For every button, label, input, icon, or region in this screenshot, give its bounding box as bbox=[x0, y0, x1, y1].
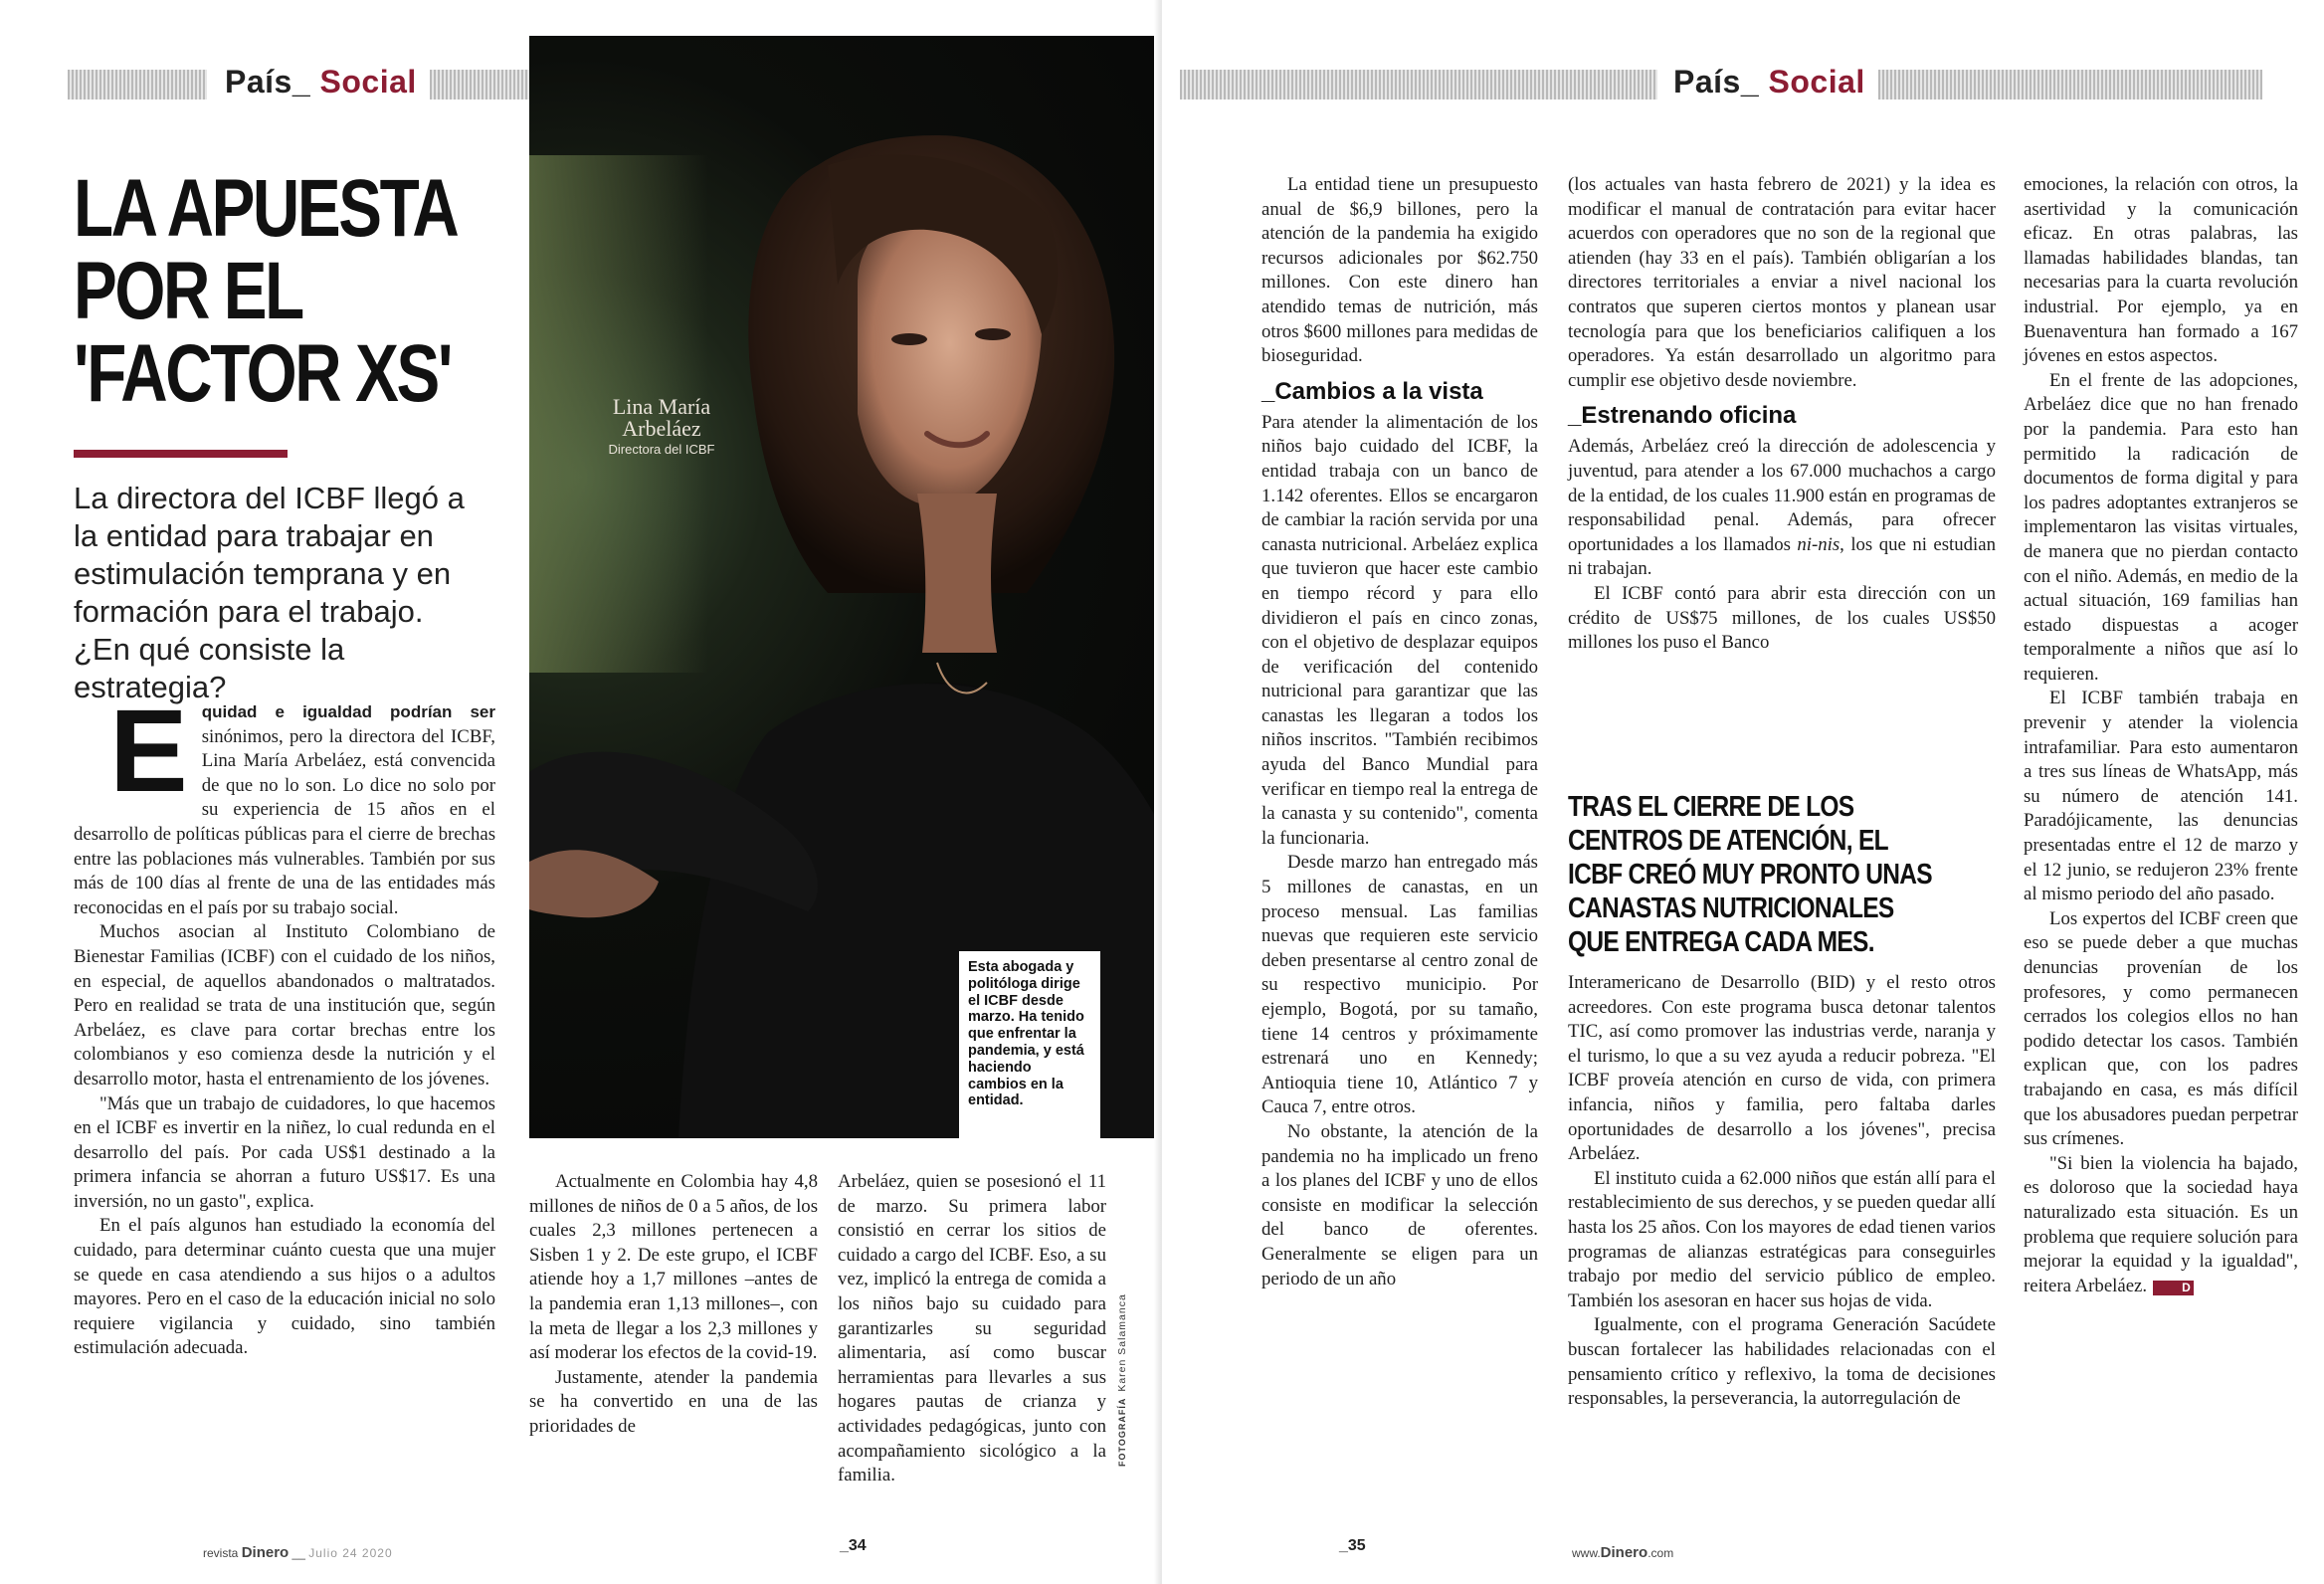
photo-credit-label: FOTOGRAFÍA bbox=[1117, 1397, 1127, 1467]
drop-cap: E bbox=[109, 686, 188, 817]
col4-paragraph-3: Desde marzo han entregado más 5 millones de canastas, en un proceso mensual. Las familias nuevas que requieren este servicio deben presentarse al centro zonal de su respectivo municipio. Por ejemplo, Bogotá, por su tamaño, tiene 14 centros y próximamente estrenará uno en Kennedy; Antioquia tiene 10, Atlántico 7 y Cauca 7, entre otros. bbox=[1261, 852, 1538, 1118]
col2-paragraph-2: Justamente, atender la pandemia se ha convertido en una de las prioridades de bbox=[529, 1366, 818, 1437]
footer-left-prefix: revista bbox=[203, 1546, 239, 1560]
col5-paragraph-5: El instituto cuida a 62.000 niños que están allí para el restablecimiento de sus derechos, y se pueden quedar allí hasta los 25 años. Con los mayores de edad tienen varios programas de alianzas estratégicas para conseguirles trabajo por medio del servicio público de empleo. También los asesoran en hacer sus hojas de vida. bbox=[1568, 1167, 1996, 1311]
section-label-part1: País_ bbox=[225, 64, 311, 99]
col1-paragraph-4: En el país algunos han estudiado la economía del cuidado, para determinar cuánto cuesta que una mujer se quede en casa atendiendo a sus hijos o a adultos mayores. Pero en el caso de la educación inicial no solo requiere vigilancia y cuidado, sino también estimulación adecuada. bbox=[74, 1215, 495, 1359]
col4-paragraph-2: Para atender la alimentación de los niños bajo cuidado del ICBF, la entidad trabaja con un banco de 1.142 oferentes. Ellos se encargaron de cambiar la ración servida por una canasta nutricional. Arbeláez explica que tuvieron que hacer este cambio en tiempo récord y para ello dividieron el país en cinco zonas, con el objetivo de desplazar equipos de verificación del contenido nutricional para garantizar que las canastas les llegaran a todos los niños inscritos. "También recibimos ayuda del Banco Mundial para verificar en tiempo real la entrega de la canasta y su contenido", comenta la funcionaria. bbox=[1261, 411, 1538, 849]
col3-paragraph-1: Arbeláez, quien se posesionó el 11 de marzo. Su primera labor consistió en cerrar los sitios de cuidado a cargo del ICBF. Eso, a su vez, implicó la entrega de comida a los niños bajo su cuidado para garantizarles su seguridad alimentaria, así como buscar herramientas para llevarles a sus hogares pautas de crianza y actividades pedagógicas, junto con acompañamiento sicológico a la familia. bbox=[838, 1171, 1106, 1486]
col4-paragraph-1: La entidad tiene un presupuesto anual de $6,9 billones, pero la atención de la pandemia ha exigido recursos adicionales por $62.750 millones. Con este dinero han atendido temas de nutrición, más otros $600 millones para medidas de bioseguridad. bbox=[1261, 174, 1538, 367]
text-column-4 bbox=[1261, 173, 1538, 1291]
col5-paragraph-2-pre: Además, Arbeláez creó la dirección de adolescencia y juventud, para atender a los 67.000 muchachos a cargo de la entidad, de los cuales 11.900 están en programas de responsabilidad penal. Además, para ofrecer oportunidades a los llamados bbox=[1568, 436, 1996, 555]
footer-right-suffix: .com bbox=[1647, 1546, 1674, 1560]
page-number-right: _35 bbox=[1339, 1537, 1366, 1554]
section-label-part2: Social bbox=[319, 64, 417, 99]
photo-name-line-1: Lina María bbox=[612, 394, 711, 419]
col6-paragraph-2: En el frente de las adopciones, Arbeláez dice que no han frenado por la pandemia. Para esto han permitido la radicación de documentos de forma digital y para los padres adoptantes extranjeros se implementaron las visitas virtuales, de manera que no pierdan contacto con el niño. Además, en medio de la actual situación, 169 familias han estado dispuestas a acoger temporalmente a niños que así lo requieren. bbox=[2024, 369, 2298, 685]
col5-paragraph-3: El ICBF contó para abrir esta dirección con un crédito de US$75 millones, de los cuales US$50 millones los puso el Banco bbox=[1568, 582, 1996, 654]
title-line-1: LA APUESTA bbox=[74, 163, 458, 254]
photo-credit bbox=[1116, 1293, 1128, 1467]
page-number-left: _34 bbox=[840, 1537, 867, 1554]
section-bar-right-2 bbox=[1878, 70, 2262, 99]
footer-right bbox=[1572, 1544, 1673, 1561]
photo-role: Directora del ICBF bbox=[608, 442, 715, 457]
section-label-right-part2: Social bbox=[1768, 64, 1865, 99]
text-column-3 bbox=[838, 1170, 1106, 1488]
section-label-left bbox=[225, 64, 417, 100]
footer-left-magazine: Dinero bbox=[241, 1544, 290, 1561]
title-rule bbox=[74, 450, 288, 458]
article-title bbox=[74, 163, 458, 419]
col6-paragraph-4: Los expertos del ICBF creen que eso se puede deber a que muchas denuncias provenían de los profesores, y como permanecen cerrados los colegios ellos no han podido detectar los casos. También explican que, con los padres trabajando en casa, es más difícil que los abusadores puedan perpetrar sus crímenes. bbox=[2024, 907, 2298, 1150]
portrait-photo bbox=[529, 36, 1172, 1138]
photo-credit-name: Karen Salamanca bbox=[1116, 1293, 1128, 1392]
col5-paragraph-2-post: , los que ni estudian ni trabajan. bbox=[1568, 533, 1996, 580]
article-deck: La directora del ICBF llegó a la entidad para trabajar en estimulación temprana y en formación para el trabajo. ¿En qué consiste la estrategia? bbox=[74, 481, 465, 704]
footer-right-magazine: Dinero bbox=[1600, 1544, 1648, 1561]
section-bar-right bbox=[1180, 70, 1657, 99]
footer-left-date: Julio 24 2020 bbox=[308, 1546, 393, 1560]
col6-paragraph-3: El ICBF también trabaja en prevenir y atender la violencia intrafamiliar. Para esto aumentaron a tres sus líneas de WhatsApp, más su número de atención 141. Paradójicamente, las denuncias presentadas entre el 12 de marzo y el 12 junio, se redujeron 23% frente al mismo periodo del año pasado. bbox=[2024, 688, 2298, 905]
subhead-cambios: _Cambios a la vista bbox=[1261, 377, 1483, 405]
photo-caption: Esta abogada y politóloga dirige el ICBF desde marzo. Ha tenido que enfrentar la pandemia, y está haciendo cambios en la entidad. bbox=[959, 951, 1100, 1138]
title-line-3: 'FACTOR XS' bbox=[74, 328, 452, 419]
footer-left: revista Dinero __ Julio 24 2020 bbox=[203, 1544, 393, 1561]
text-column-1 bbox=[74, 686, 495, 1361]
col5-paragraph-6: Igualmente, con el programa Generación Sacúdete buscan fortalecer las habilidades relacionadas con el pensamiento crítico y reflexivo, la toma de decisiones responsables, la perseverancia, la autorregulación de bbox=[1568, 1314, 1996, 1410]
col5-paragraph-1: (los actuales van hasta febrero de 2021) y la idea es modificar el manual de contratación para evitar hacer acuerdos con operadores que no son de la regional que atienden (hay 33 en el país). También obligarían a los directores territoriales a enviar a nivel nacional los contratos que superen ciertos montos y planean usar tecnología para que los beneficiarios califiquen a los operadores. Ya están desarrollado un algoritmo para cumplir ese objetivo desde noviembre. bbox=[1568, 174, 1996, 391]
col4-paragraph-4: No obstante, la atención de la pandemia no ha implicado un freno a los planes del ICBF y uno de ellos consiste en modificar la selección del banco de oferentes. Generalmente se eligen para un periodo de un año bbox=[1261, 1120, 1538, 1289]
col2-paragraph-1: Actualmente en Colombia hay 4,8 millones de niños de 0 a 5 años, de los cuales 2,3 millones pertenecen a Sisben 1 y 2. De este grupo, el ICBF atiende hoy a 1,7 millones –antes de la pandemia eran 1,13 millones–, con la meta de llegar a los 2,3 millones y así moderar los efectos de la covid-19. bbox=[529, 1171, 818, 1364]
text-column-5b bbox=[1568, 971, 1996, 1412]
end-mark-icon: D bbox=[2153, 1281, 2194, 1295]
section-label-right-part1: País_ bbox=[1673, 64, 1760, 99]
section-label-right bbox=[1673, 64, 1865, 100]
col6-paragraph-5: "Si bien la violencia ha bajado, es doloroso que la sociedad haya naturalizado esta situación. Es un problema que requiere solución para mejorar la equidad y la igualdad", reitera Arbeláez. bbox=[2024, 1152, 2298, 1296]
col5-paragraph-4: Interamericano de Desarrollo (BID) y el resto otros acreedores. Con este programa busca detonar talentos TIC, así como promover las industrias verde, naranja y el turismo, lo que a su vez ayuda a reducir pobreza. "El ICBF proveía atención en curso de vida, con primera infancia, niños y familia, pero faltaba darles oportunidades de desarrollo a los jóvenes", precisa Arbeláez. bbox=[1568, 972, 1996, 1165]
col1-paragraph-3: "Más que un trabajo de cuidadores, lo que hacemos en el ICBF es invertir en la niñez, lo cual redunda en el desarrollo del país. Por cada US$1 destinado a la primera infancia se ahorran a futuro US$17. Es una inversión, no un gasto", explica. bbox=[74, 1092, 495, 1212]
text-column-5 bbox=[1568, 173, 1996, 656]
col6-paragraph-1: emociones, la relación con otros, la asertividad y la comunicación eficaz. En otras palabras, las llamadas habilidades blandas, tan necesarias para la cuarta revolución industrial. Por ejemplo, ya en Buenaventura han formado a 167 jóvenes en estos aspectos. bbox=[2024, 174, 2298, 367]
section-bar-left-2 bbox=[430, 70, 529, 99]
text-column-2 bbox=[529, 1170, 818, 1440]
lead-in: quidad e igualdad podrían ser bbox=[201, 702, 495, 721]
photo-name-label bbox=[577, 396, 746, 458]
photo-name-line-2: Arbeláez bbox=[622, 416, 701, 441]
footer-right-prefix: www. bbox=[1572, 1546, 1601, 1560]
section-bar-left bbox=[68, 70, 207, 99]
pull-quote: TRAS EL CIERRE DE LOS CENTROS DE ATENCIÓN, EL ICBF CREÓ MUY PRONTO UNAS CANASTAS NUTRICIONALES QUE ENTREGA CADA MES. bbox=[1568, 791, 1932, 958]
col1-paragraph-2: Muchos asocian al Instituto Colombiano de Bienestar Familias (ICBF) con el cuidado de los niños, en especial, de aquellos abandonados o maltratados. Pero en realidad se trata de una institución que, según Arbeláez, es clave para cortar brechas entre los colombianos y eso comienza desde la nutrición y el desarrollo motor, hasta el entrenamiento de los jóvenes. bbox=[74, 921, 495, 1089]
subhead-estrenando: _Estrenando oficina bbox=[1568, 402, 1797, 430]
title-line-2: POR EL bbox=[74, 246, 302, 336]
text-column-6 bbox=[2024, 173, 2298, 1298]
col5-paragraph-2-em: ni-nis bbox=[1797, 533, 1840, 555]
col1-paragraph-1: sinónimos, pero la directora del ICBF, Lina María Arbeláez, está convencida de que no lo son. Lo dice no solo por su experiencia de 15 años en el desarrollo de políticas públicas para el cierre de brechas entre las poblaciones más vulnerables. También por sus más de 100 días al frente de una de las entidades más reconocidas en el país por su trabajo social. bbox=[74, 725, 495, 918]
